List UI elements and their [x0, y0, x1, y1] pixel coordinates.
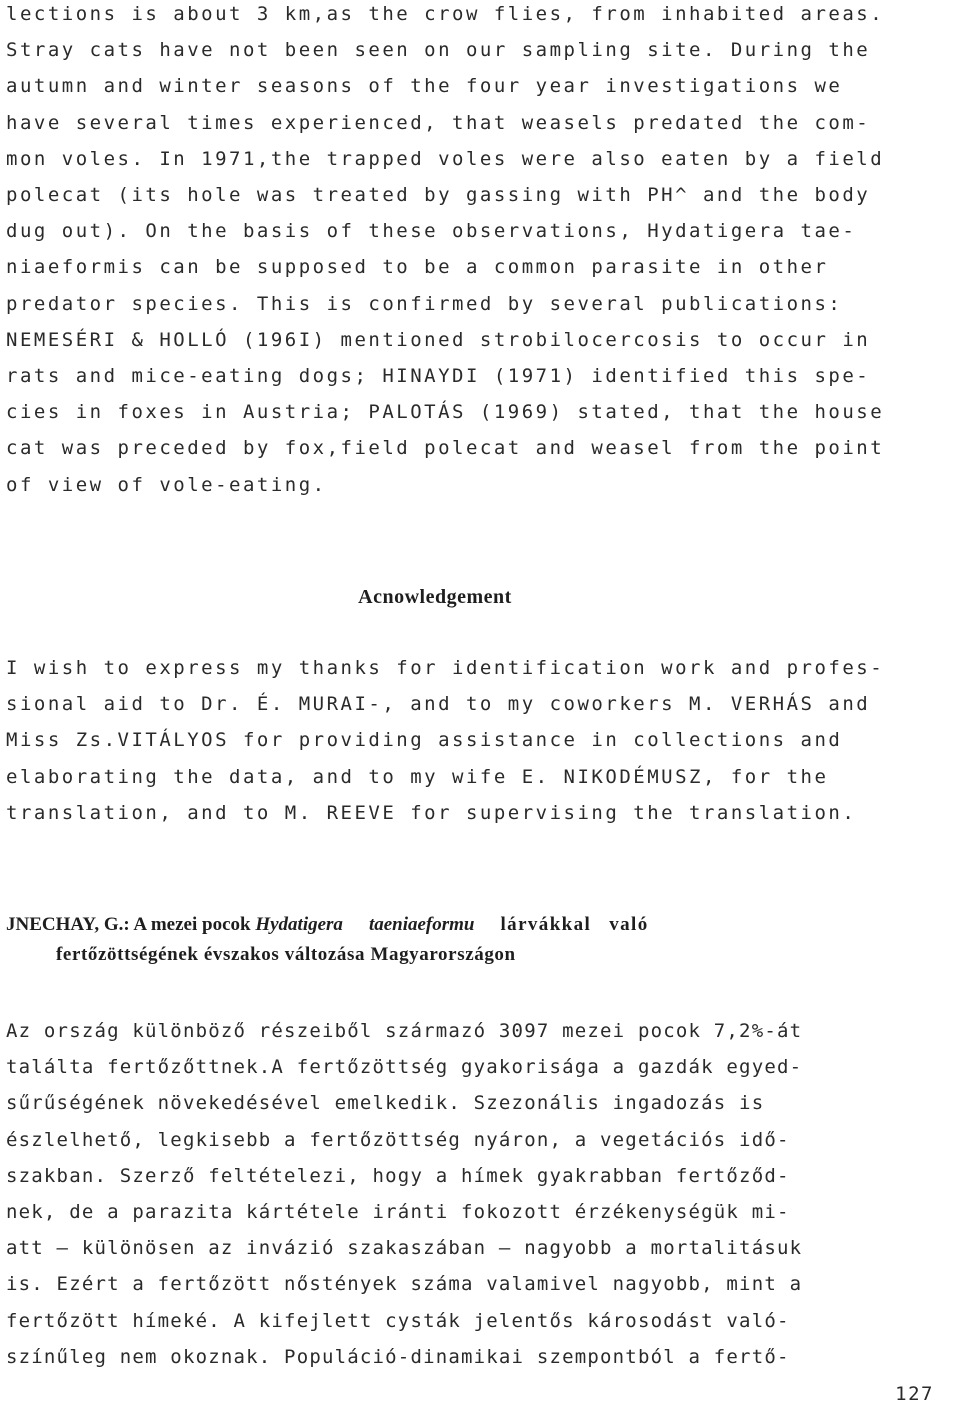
- text-line: att – különösen az invázió szakaszában – nagyobb a mortalitásuk: [6, 1237, 803, 1260]
- acknowledgement-paragraph: [6, 650, 936, 831]
- text-line: have several times experienced, that weasels predated the com-: [6, 111, 871, 134]
- text-line: elaborating the data, and to my wife E. NIKODÉMUSZ, for the: [6, 765, 829, 788]
- citation-species: taeniaeformu: [368, 914, 475, 935]
- text-line: I wish to express my thanks for identification work and profes-: [6, 657, 885, 679]
- text-line: is. Ezért a fertőzött nőstények száma valamivel nagyobb, mint a: [6, 1273, 803, 1296]
- citation-title-second-line: fertőzöttségének évszakos változása Magyarországon: [56, 944, 516, 965]
- citation-genus: Hydatigera: [255, 914, 343, 935]
- text-line: sűrűségének növekedésével emelkedik. Szezonális ingadozás is: [6, 1092, 765, 1115]
- text-line: rats and mice-eating dogs; HINAYDI (1971) identified this spe-: [6, 365, 871, 388]
- text-line: nek, de a parazita kártétele iránti fokozott érzékenységük mi-: [6, 1201, 790, 1224]
- text-line: of view of vole-eating.: [6, 473, 327, 496]
- text-line: predator species. This is confirmed by several publications:: [6, 292, 843, 315]
- text-line: sional aid to Dr. É. MURAI-, and to my coworkers M. VERHÁS and: [6, 693, 871, 716]
- citation-title: A mezei pocok: [133, 914, 251, 935]
- text-line: niaeformis can be supposed to be a common parasite in other: [6, 256, 829, 279]
- text-line: színűleg nem okoznak. Populáció-dinamikai szempontból a fertő-: [6, 1345, 790, 1368]
- text-line: cat was preceded by fox,field polecat and weasel from the point: [6, 437, 885, 460]
- body-paragraph: [6, 0, 936, 503]
- text-line: polecat (its hole was treated by gassing with PH^ and the body: [6, 184, 871, 207]
- text-line: Stray cats have not been seen on our sampling site. During the: [6, 39, 871, 62]
- text-line: fertőzött hímeké. A kifejlett cysták jelentős károsodást való-: [6, 1309, 790, 1332]
- text-line: találta fertőzőttnek.A fertőzöttség gyakorisága a gazdák egyed-: [6, 1056, 803, 1079]
- text-line: NEMESÉRI & HOLLÓ (196I) mentioned strobilocercosis to occur in: [6, 328, 871, 351]
- text-line: autumn and winter seasons of the four year investigations we: [6, 75, 843, 98]
- text-line: Miss Zs.VITÁLYOS for providing assistance in collections and: [6, 729, 843, 752]
- text-line: cies in foxes in Austria; PALOTÁS (1969) stated, that the house: [6, 401, 885, 424]
- citation-title-continued: lárvákkal: [500, 914, 592, 935]
- citation-title-end: való: [609, 914, 649, 935]
- summary-paragraph: [6, 1013, 936, 1375]
- page-number: 127: [895, 1383, 934, 1405]
- text-line: translation, and to M. REEVE for supervising the translation.: [6, 801, 857, 824]
- citation-author: JNECHAY, G.:: [6, 914, 130, 935]
- text-line: mon voles. In 1971,the trapped voles were also eaten by a field: [6, 147, 885, 170]
- text-line: Az ország különböző részeiből származó 3097 mezei pocok 7,2%-át: [6, 1020, 803, 1042]
- acknowledgement-heading: Acnowledgement: [358, 586, 512, 608]
- text-line: észlelhető, legkisebb a fertőzöttség nyáron, a vegetációs idő-: [6, 1128, 790, 1151]
- text-line: dug out). On the basis of these observations, Hydatigera tae-: [6, 220, 857, 243]
- text-line: lections is about 3 km,as the crow flies, from inhabited areas.: [6, 3, 885, 25]
- text-line: szakban. Szerző feltételezi, hogy a hímek gyakrabban fertőződ-: [6, 1164, 790, 1187]
- citation-heading: [6, 910, 936, 940]
